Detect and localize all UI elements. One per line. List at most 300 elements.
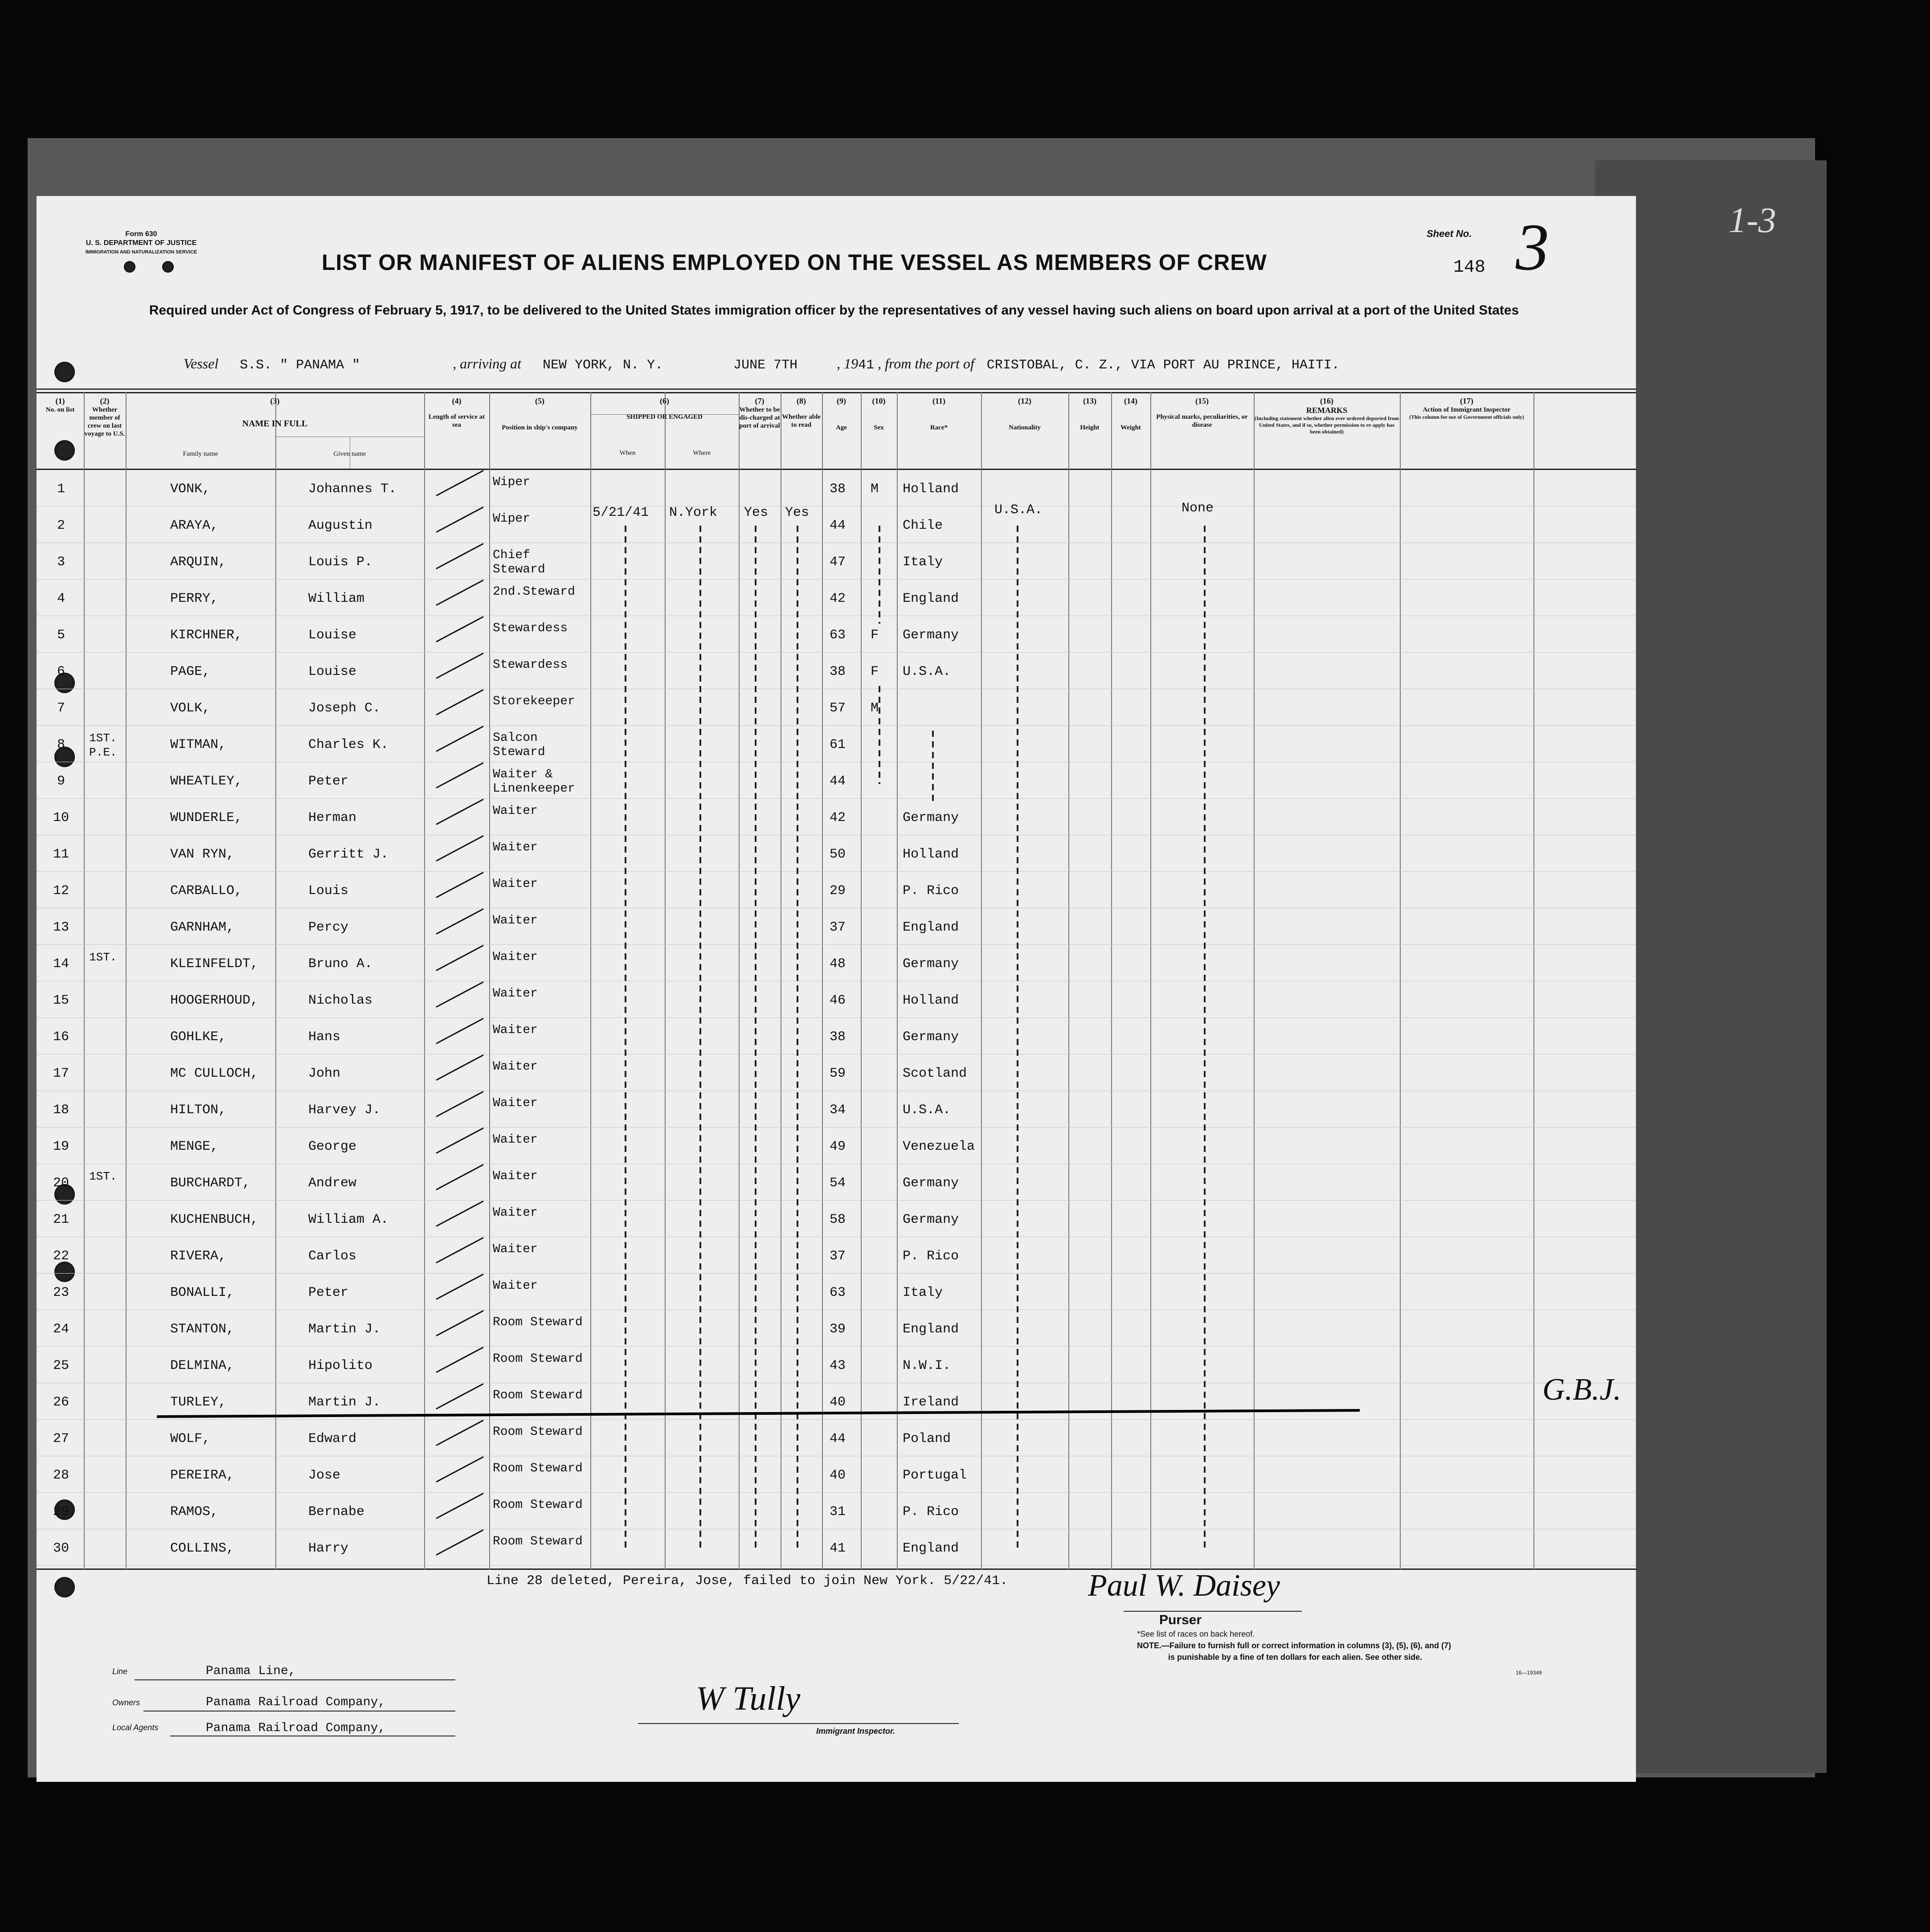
ditto-mark <box>625 526 626 1550</box>
cell-race: Germany <box>903 1176 959 1191</box>
year-prefix: , 19 <box>837 355 859 372</box>
cell-age: 63 <box>830 1285 846 1300</box>
col-header-service: (4) Length of service at sea <box>428 396 485 429</box>
manifest-table <box>37 392 1636 1570</box>
cell-age: 41 <box>830 1541 846 1556</box>
cell-given-name: Edward <box>308 1431 357 1446</box>
cell-position: Waiter <box>493 950 538 964</box>
service-check-mark <box>436 1274 483 1300</box>
shipped-when: 5/21/41 <box>593 505 649 520</box>
vessel-line-rule <box>37 388 1636 390</box>
ditto-mark <box>932 731 934 802</box>
cell-given-name: Carlos <box>308 1249 357 1264</box>
service-check-mark <box>436 726 483 752</box>
cell-age: 38 <box>830 1029 846 1045</box>
table-row <box>37 945 1636 981</box>
nationality-value: U.S.A. <box>994 502 1043 518</box>
col-header-previous-voyage: (2) Whether member of crew on last voyage to U.S. <box>84 396 125 437</box>
cell-race: Holland <box>903 482 959 497</box>
cell-family-name: VOLK, <box>170 701 211 716</box>
table-row <box>37 726 1636 762</box>
cell-position: Waiter <box>493 1096 538 1110</box>
cell-sex: M <box>871 482 879 497</box>
cell-age: 58 <box>830 1212 846 1227</box>
service-check-mark <box>436 1529 483 1556</box>
cell-family-name: DELMINA, <box>170 1358 235 1373</box>
cell-given-name: Louis <box>308 883 349 899</box>
col-header-sex: (10) Sex <box>872 396 886 431</box>
table-row <box>37 1018 1636 1054</box>
cell-family-name: VONK, <box>170 482 211 497</box>
cell-age: 44 <box>830 518 846 533</box>
cell-position: Room Steward <box>493 1389 583 1402</box>
cell-row-number: 8 <box>57 737 65 752</box>
service-check-mark <box>436 470 483 496</box>
agents-label: Local Agents <box>112 1723 159 1732</box>
punch-hole <box>54 362 75 382</box>
cell-position: Waiter <box>493 987 538 1001</box>
service-check-mark <box>436 1018 483 1044</box>
cell-family-name: WITMAN, <box>170 737 227 752</box>
cell-given-name: Augustin <box>308 518 373 533</box>
col-header-action: (17) Action of Immigrant Inspector (This column for use of Government officials only) <box>1409 396 1525 420</box>
cell-row-number: 21 <box>53 1212 69 1227</box>
cell-age: 57 <box>830 701 846 716</box>
department-name: U. S. DEPARTMENT OF JUSTICE <box>86 239 197 247</box>
cell-age: 46 <box>830 993 846 1008</box>
cell-given-name: Herman <box>308 810 357 825</box>
cell-race: Italy <box>903 555 943 570</box>
cell-family-name: HILTON, <box>170 1103 227 1118</box>
cell-age: 48 <box>830 956 846 972</box>
sheet-label: Sheet No. <box>1427 228 1472 239</box>
arrival-year: 41 <box>858 358 875 373</box>
cell-family-name: BONALLI, <box>170 1285 235 1300</box>
penalty-note-cont: is punishable by a fine of ten dollars for each alien. See other side. <box>1168 1653 1423 1662</box>
cell-given-name: William <box>308 591 365 606</box>
page-title: LIST OR MANIFEST OF ALIENS EMPLOYED ON THE VESSEL AS MEMBERS OF CREW <box>322 250 1267 275</box>
service-check-mark <box>436 616 483 642</box>
cell-race: Portugal <box>903 1468 967 1483</box>
cell-family-name: MENGE, <box>170 1139 219 1154</box>
cell-family-name: COLLINS, <box>170 1541 235 1556</box>
cell-race: England <box>903 591 959 606</box>
cell-row-number: 15 <box>53 993 69 1008</box>
purser-label: Purser <box>1159 1613 1202 1627</box>
cell-age: 31 <box>830 1504 846 1519</box>
cell-given-name: Harvey J. <box>308 1103 381 1118</box>
initials: G.B.J. <box>1542 1372 1621 1407</box>
table-row <box>37 1420 1636 1456</box>
col-header-age: (9) Age <box>836 396 847 431</box>
cell-row-number: 4 <box>57 591 65 606</box>
service-check-mark <box>436 580 483 606</box>
cell-position: Waiter <box>493 1206 538 1220</box>
cell-family-name: RAMOS, <box>170 1504 219 1519</box>
cell-family-name: GOHLKE, <box>170 1029 227 1045</box>
cell-position: Room Steward <box>493 1352 583 1366</box>
table-bottom-rule <box>37 1568 1636 1570</box>
owners-value: Panama Railroad Company, <box>206 1695 386 1709</box>
cell-family-name: RIVERA, <box>170 1249 227 1264</box>
cell-race: Germany <box>903 810 959 825</box>
col-header-where: Where <box>693 449 711 457</box>
cell-age: 54 <box>830 1176 846 1191</box>
service-check-mark <box>436 689 483 715</box>
cell-age: 40 <box>830 1395 846 1410</box>
table-row <box>37 543 1636 580</box>
table-row <box>37 1274 1636 1310</box>
sheet-number: 3 <box>1516 210 1549 284</box>
col-header-shipped: (6) SHIPPED OR ENGAGED <box>626 396 703 421</box>
purser-rule <box>1124 1611 1302 1612</box>
owners-label: Owners <box>112 1698 140 1707</box>
penalty-note: NOTE.—Failure to furnish full or correct information in columns (3), (5), (6), and (7) <box>1137 1641 1452 1650</box>
cell-family-name: KLEINFELDT, <box>170 956 259 972</box>
cell-race: England <box>903 1322 959 1337</box>
cell-sex: F <box>871 664 879 679</box>
table-row <box>37 799 1636 835</box>
cell-row-number: 30 <box>53 1541 69 1556</box>
cell-race: P. Rico <box>903 1504 959 1519</box>
table-row <box>37 1127 1636 1164</box>
table-row <box>37 981 1636 1018</box>
cell-previous-voyage: 1ST. P.E. <box>89 731 117 759</box>
cell-family-name: WOLF, <box>170 1431 211 1446</box>
cell-given-name: John <box>308 1066 341 1081</box>
cell-position: Chief Steward <box>493 548 545 576</box>
service-check-mark <box>436 1310 483 1336</box>
form-header-block <box>68 230 215 257</box>
cell-race: P. Rico <box>903 883 959 899</box>
cell-row-number: 18 <box>53 1103 69 1118</box>
table-row <box>37 1347 1636 1383</box>
ditto-mark <box>1204 526 1206 1550</box>
cell-family-name: STANTON, <box>170 1322 235 1337</box>
cell-age: 34 <box>830 1103 846 1118</box>
cell-family-name: PERRY, <box>170 591 219 606</box>
service-check-mark <box>436 543 483 569</box>
cell-age: 59 <box>830 1066 846 1081</box>
cell-race: Scotland <box>903 1066 967 1081</box>
cell-race: England <box>903 1541 959 1556</box>
col-header-position: (5) Position in ship's company <box>502 396 578 431</box>
cell-row-number: 29 <box>53 1504 69 1519</box>
service-check-mark <box>436 1420 483 1446</box>
cell-given-name: Peter <box>308 1285 349 1300</box>
cell-position: 2nd.Steward <box>493 585 575 599</box>
service-check-mark <box>436 1054 483 1081</box>
ditto-mark <box>797 526 798 1550</box>
cell-given-name: Louise <box>308 628 357 643</box>
table-row <box>37 1237 1636 1274</box>
cell-age: 37 <box>830 1249 846 1264</box>
cell-row-number: 14 <box>53 956 69 972</box>
cell-position: Waiter <box>493 1060 538 1074</box>
cell-race: Italy <box>903 1285 943 1300</box>
cell-position: Waiter <box>493 1023 538 1037</box>
table-row <box>37 1493 1636 1529</box>
table-row <box>37 1054 1636 1091</box>
service-name: IMMIGRATION AND NATURALIZATION SERVICE <box>85 249 197 255</box>
service-check-mark <box>436 1347 483 1373</box>
service-check-mark <box>436 835 483 862</box>
discharged-value: Yes <box>744 505 769 520</box>
cell-family-name: WUNDERLE, <box>170 810 243 825</box>
table-row <box>37 653 1636 689</box>
cell-position: Waiter & Linenkeeper <box>493 768 575 796</box>
vessel-line <box>184 355 1340 373</box>
cell-given-name: Gerritt J. <box>308 847 389 862</box>
deletion-note: Line 28 deleted, Pereira, Jose, failed to join New York. 5/22/41. <box>487 1573 1008 1589</box>
ditto-mark <box>755 526 756 1550</box>
cell-previous-voyage: 1ST. <box>89 951 117 964</box>
cell-given-name: Charles K. <box>308 737 389 752</box>
service-check-mark <box>436 1091 483 1117</box>
cell-given-name: Martin J. <box>308 1322 381 1337</box>
cell-given-name: Jose <box>308 1468 341 1483</box>
cell-age: 39 <box>830 1322 846 1337</box>
cell-row-number: 3 <box>57 555 65 570</box>
cell-row-number: 28 <box>53 1468 69 1483</box>
service-check-mark <box>436 1127 483 1154</box>
table-top-rule <box>37 392 1636 393</box>
cell-position: Waiter <box>493 914 538 927</box>
cell-row-number: 2 <box>57 518 65 533</box>
line-value: Panama Line, <box>206 1664 296 1678</box>
form-number: Form 630 <box>125 230 157 238</box>
marks-value: None <box>1182 501 1214 516</box>
cell-race: Germany <box>903 628 959 643</box>
table-row <box>37 1310 1636 1347</box>
service-check-mark <box>436 1164 483 1190</box>
cell-row-number: 13 <box>53 920 69 935</box>
cell-row-number: 22 <box>53 1249 69 1264</box>
cell-family-name: MC CULLOCH, <box>170 1066 259 1081</box>
vessel-label: Vessel <box>184 355 219 372</box>
cell-race: U.S.A. <box>903 664 951 679</box>
manifest-sheet <box>37 196 1636 1782</box>
purser-signature: Paul W. Daisey <box>1088 1568 1280 1603</box>
line-label: Line <box>112 1667 128 1676</box>
cell-row-number: 19 <box>53 1139 69 1154</box>
ditto-mark <box>1017 526 1018 1550</box>
cell-age: 38 <box>830 664 846 679</box>
corner-note: 1-3 <box>1729 201 1776 240</box>
cell-row-number: 6 <box>57 664 65 679</box>
cell-given-name: William A. <box>308 1212 389 1227</box>
cell-given-name: Louise <box>308 664 357 679</box>
cell-family-name: HOOGERHOUD, <box>170 993 259 1008</box>
cell-row-number: 27 <box>53 1431 69 1446</box>
cell-row-number: 5 <box>57 628 65 643</box>
cell-row-number: 12 <box>53 883 69 899</box>
inspector-label: Immigrant Inspector. <box>816 1727 895 1736</box>
col-header-name: (3) NAME IN FULL <box>242 396 308 429</box>
cell-age: 38 <box>830 482 846 497</box>
cell-family-name: KUCHENBUCH, <box>170 1212 259 1227</box>
stamp-number: 148 <box>1453 257 1486 278</box>
cell-row-number: 7 <box>57 701 65 716</box>
cell-row-number: 25 <box>53 1358 69 1373</box>
cell-position: Storekeeper <box>493 694 575 708</box>
cell-age: 42 <box>830 810 846 825</box>
col-header-no: (1) No. on list <box>45 396 75 413</box>
cell-age: 44 <box>830 1431 846 1446</box>
shipped-where: N.York <box>669 505 718 520</box>
service-check-mark <box>436 981 483 1008</box>
table-row <box>37 470 1636 506</box>
col-header-given-name: Given name <box>333 450 366 457</box>
table-row <box>37 580 1636 616</box>
crew-rows <box>37 470 1636 1568</box>
cell-family-name: KIRCHNER, <box>170 628 243 643</box>
col-header-race: (11) Race* <box>930 396 948 431</box>
cell-given-name: Martin J. <box>308 1395 381 1410</box>
cell-position: Waiter <box>493 877 538 891</box>
cell-age: 61 <box>830 737 846 752</box>
service-check-mark <box>436 872 483 898</box>
cell-age: 37 <box>830 920 846 935</box>
cell-row-number: 24 <box>53 1322 69 1337</box>
cell-row-number: 11 <box>53 847 69 862</box>
service-check-mark <box>436 1201 483 1227</box>
cell-position: Waiter <box>493 1242 538 1256</box>
col-header-discharged: (7) Whether to be dis-charged at port of arrival <box>739 396 780 429</box>
cell-position: Waiter <box>493 1133 538 1147</box>
cell-race: Holland <box>903 847 959 862</box>
from-port-label: , from the port of <box>878 355 974 372</box>
page-subtitle: Required under Act of Congress of February 5, 1917, to be delivered to the United States immigration officer by the representatives of any vessel having such aliens on board upon arrival at a port of the United States <box>149 303 1519 318</box>
ditto-mark <box>879 526 880 624</box>
cell-race: Chile <box>903 518 943 533</box>
cell-position: Waiter <box>493 1279 538 1293</box>
cell-race: Holland <box>903 993 959 1008</box>
table-row <box>37 616 1636 653</box>
agents-value: Panama Railroad Company, <box>206 1721 386 1735</box>
cell-race: England <box>903 920 959 935</box>
cell-position: Room Steward <box>493 1535 583 1548</box>
cell-family-name: PAGE, <box>170 664 211 679</box>
row-rule <box>37 1565 1636 1566</box>
cell-age: 29 <box>830 883 846 899</box>
service-check-mark <box>436 1237 483 1263</box>
cell-age: 42 <box>830 591 846 606</box>
table-row <box>37 1164 1636 1201</box>
cell-age: 50 <box>830 847 846 862</box>
cell-row-number: 16 <box>53 1029 69 1045</box>
service-check-mark <box>436 1383 483 1409</box>
col-header-remarks: (16) REMARKS (Including statement whether alien ever ordered deported from United States, and if so, whether permission to re-apply has been obtained) <box>1254 396 1399 435</box>
table-row <box>37 762 1636 799</box>
cell-position: Waiter <box>493 804 538 818</box>
cell-position: Room Steward <box>493 1315 583 1329</box>
cell-family-name: CARBALLO, <box>170 883 243 899</box>
cell-row-number: 17 <box>53 1066 69 1081</box>
cell-given-name: George <box>308 1139 357 1154</box>
service-check-mark <box>436 653 483 679</box>
cell-row-number: 10 <box>53 810 69 825</box>
ditto-mark <box>879 686 880 784</box>
cell-race: Germany <box>903 1212 959 1227</box>
races-note: *See list of races on back hereof. <box>1137 1630 1255 1638</box>
cell-given-name: Percy <box>308 920 349 935</box>
cell-family-name: WHEATLEY, <box>170 774 243 789</box>
cell-position: Stewardess <box>493 621 568 635</box>
cell-sex: M <box>871 701 879 716</box>
cell-position: Stewardess <box>493 658 568 672</box>
cell-race: Venezuela <box>903 1139 975 1154</box>
print-code: 16—19349 <box>1516 1670 1542 1676</box>
cell-race: N.W.I. <box>903 1358 951 1373</box>
cell-age: 49 <box>830 1139 846 1154</box>
col-header-read: (8) Whether able to read <box>782 396 821 429</box>
line-rule <box>135 1679 455 1680</box>
cell-position: Salcon Steward <box>493 731 545 759</box>
cell-given-name: Louis P. <box>308 555 373 570</box>
cell-family-name: BURCHARDT, <box>170 1176 251 1191</box>
cell-position: Waiter <box>493 841 538 854</box>
seal-dot <box>124 261 135 273</box>
cell-race: Germany <box>903 956 959 972</box>
arriving-label: , arriving at <box>453 355 522 372</box>
cell-family-name: GARNHAM, <box>170 920 235 935</box>
table-row <box>37 1456 1636 1493</box>
cell-given-name: Johannes T. <box>308 482 397 497</box>
cell-position: Room Steward <box>493 1425 583 1439</box>
col-header-when: When <box>619 449 636 457</box>
cell-age: 47 <box>830 555 846 570</box>
inspector-rule <box>638 1723 959 1724</box>
vessel-name: S.S. " PANAMA " <box>240 358 360 373</box>
cell-position: Waiter <box>493 1169 538 1183</box>
cell-age: 43 <box>830 1358 846 1373</box>
table-row <box>37 835 1636 872</box>
col-header-marks: (15) Physical marks, peculiarities, or disease <box>1156 396 1248 429</box>
col-header-family-name: Family name <box>183 450 218 457</box>
table-row <box>37 872 1636 908</box>
inspector-signature: W Tully <box>696 1680 801 1717</box>
cell-row-number: 9 <box>57 774 65 789</box>
service-check-mark <box>436 1456 483 1483</box>
cell-race: Germany <box>903 1029 959 1045</box>
col-header-weight: (14) Weight <box>1120 396 1141 431</box>
service-check-mark <box>436 762 483 788</box>
table-row <box>37 506 1636 543</box>
cell-given-name: Peter <box>308 774 349 789</box>
cell-family-name: VAN RYN, <box>170 847 235 862</box>
cell-race: P. Rico <box>903 1249 959 1264</box>
cell-given-name: Andrew <box>308 1176 357 1191</box>
ditto-mark <box>699 526 701 1550</box>
cell-family-name: TURLEY, <box>170 1395 227 1410</box>
arrival-date: JUNE 7TH <box>733 358 798 373</box>
cell-given-name: Harry <box>308 1541 349 1556</box>
cell-row-number: 20 <box>53 1176 69 1191</box>
cell-age: 44 <box>830 774 846 789</box>
cell-family-name: ARQUIN, <box>170 555 227 570</box>
table-row <box>37 689 1636 726</box>
cell-race: Poland <box>903 1431 951 1446</box>
cell-given-name: Hipolito <box>308 1358 373 1373</box>
service-check-mark <box>436 506 483 533</box>
departure-port: CRISTOBAL, C. Z., VIA PORT AU PRINCE, HAITI. <box>986 358 1340 373</box>
col-header-nationality: (12) Nationality <box>1009 396 1041 431</box>
seal-dot <box>162 261 174 273</box>
cell-previous-voyage: 1ST. <box>89 1170 117 1183</box>
service-check-mark <box>436 945 483 971</box>
read-value: Yes <box>785 505 810 520</box>
